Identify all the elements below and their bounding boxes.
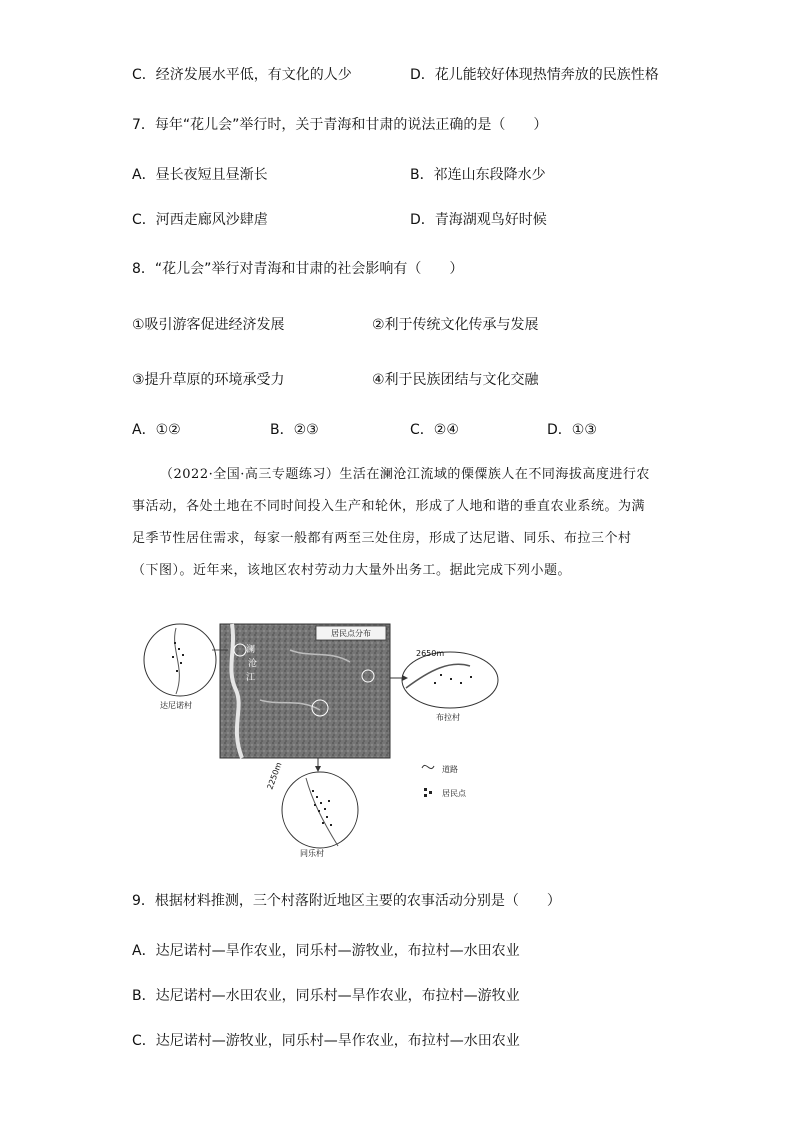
q9-stem: 9．根据材料推测，三个村落附近地区主要的农事活动分别是（ ） [132,893,561,909]
material-paragraph [132,459,656,587]
q8-statement-1: ①吸引游客促进经济发展 [132,317,285,333]
q7-option-d: D．青海湖观鸟好时候 [410,212,547,228]
q8-statement-3: ③提升草原的环境承受力 [132,372,285,388]
map-title: 居民点分布 [331,629,371,638]
label-bula: 布拉村 [436,713,460,722]
legend-road-label: 道路 [442,765,458,774]
q8-statement-2: ②利于传统文化传承与发展 [372,317,539,333]
river-label-1: 澜 [246,645,256,655]
settlement-map [140,610,510,860]
q8-option-c: C．②④ [410,422,459,438]
q8-option-a: A．①② [132,422,181,438]
q7-stem: 7．每年“花儿会”举行时，关于青海和甘肃的说法正确的是（ ） [132,117,548,133]
q7-option-c: C．河西走廊风沙肆虐 [132,212,268,228]
river-label-3: 江 [246,673,256,683]
q6-option-d: D．花儿能较好体现热情奔放的民族性格 [410,67,659,83]
inset-left [144,624,216,696]
q9-option-c: C．达尼诺村—游牧业，同乐村—旱作农业，布拉村—水田农业 [132,1033,520,1049]
q7-option-b: B．祁连山东段降水少 [410,167,546,183]
settlement-map-figure [140,610,510,860]
material-text: （2022·全国·高三专题练习）生活在澜沧江流域的傈僳族人在不同海拔高度进行农事活动，各处土地在不同时间投入生产和轮休，形成了人地和谐的垂直农业系统。为满足季节性居住需求，每家一般都有两至三处住房，形成了达尼谐、同乐、布拉三个村（下图）。近年来，该地区农村劳动力大量外出务工。据此完成下列小题。 [132,467,650,578]
q8-statement-4: ④利于民族团结与文化交融 [372,372,539,388]
legend-settlement-icon [424,788,432,797]
q8-stem: 8．“花儿会”举行对青海和甘肃的社会影响有（ ） [132,261,464,277]
label-elev-bottom: 2250m [265,761,284,791]
q8-option-b: B．②③ [270,422,319,438]
label-tongle: 同乐村 [300,849,324,858]
q6-option-c: C．经济发展水平低，有文化的人少 [132,67,352,83]
q8-option-d: D．①③ [547,422,597,438]
label-danino: 达尼诺村 [160,701,192,710]
legend-settlement-label: 居民点 [442,789,466,798]
q7-option-a: A．昼长夜短且昼渐长 [132,167,268,183]
river-label-2: 沧 [248,659,258,669]
label-elev-right: 2650m [416,649,445,658]
legend-road-icon [422,765,434,768]
q9-option-b: B．达尼诺村—水田农业，同乐村—旱作农业，布拉村—游牧业 [132,988,520,1004]
q9-option-a: A．达尼诺村—旱作农业，同乐村—游牧业，布拉村—水田农业 [132,943,520,959]
